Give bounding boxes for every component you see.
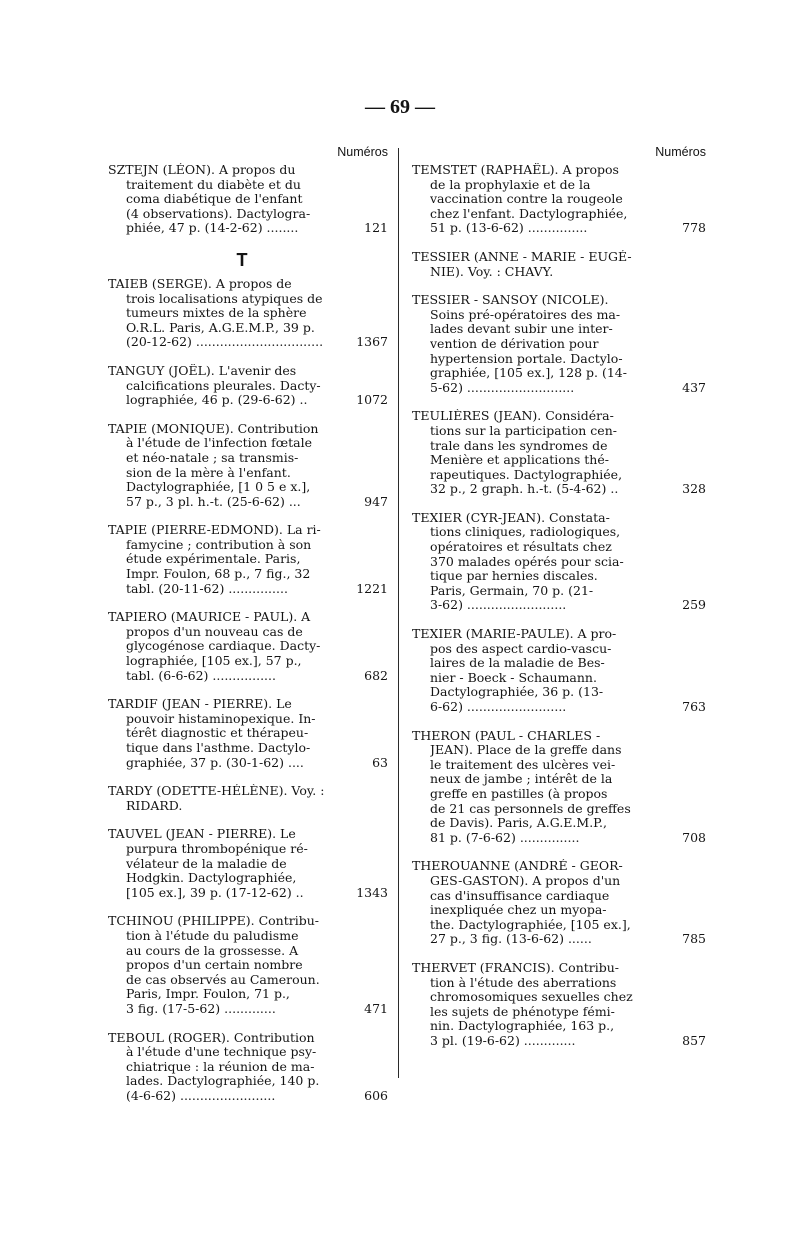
bibliography-entry [412, 293, 706, 395]
entry-text: vélateur de la maladie de [126, 856, 287, 871]
entry-number: 763 [682, 699, 706, 714]
entry-text: Hodgkin. Dactylographiée, [126, 871, 297, 886]
entry-line [412, 250, 694, 265]
entry-text: traitement du diabète et du [126, 177, 301, 192]
entry-line [108, 973, 376, 988]
entry-line [108, 654, 376, 669]
entry-text: neux de jambe ; intérêt de la [430, 772, 613, 787]
entry-text: 6-62) ......................... [430, 700, 567, 714]
entry-text: tumeurs mixtes de la sphère [126, 306, 307, 321]
entry-text: tabl. (6-6-62) ................ [126, 668, 276, 683]
entry-line [108, 178, 376, 193]
entry-line [412, 656, 694, 671]
entry-line [108, 364, 376, 379]
entry-line [108, 1045, 376, 1060]
entry-line [412, 918, 694, 933]
entry-line [108, 1074, 376, 1089]
entry-text: chiatrique : la réunion de ma- [126, 1059, 315, 1074]
entry-text: 3 fig. (17-5-62) ............. [126, 1001, 276, 1016]
entry-line [108, 493, 388, 510]
bibliography-entry [412, 510, 706, 613]
entry-number: 1343 [356, 884, 388, 900]
entry-text: pouvoir histaminopexique. In- [126, 711, 316, 726]
entry-line [412, 265, 694, 280]
bibliography-entry [108, 276, 388, 350]
entry-number: 1072 [356, 392, 388, 408]
entry-text: et néo-natale ; sa transmis- [126, 450, 299, 465]
entry-text: [105 ex.], 39 p. (17-12-62) .. [126, 885, 304, 900]
entry-line [412, 743, 694, 758]
entry-text: (4-6-62) ........................ [126, 1088, 276, 1103]
entry-text: sion de la mère à l'enfant. [126, 465, 291, 480]
entry-line [108, 392, 388, 408]
entry-text: térêt diagnostic et thérapeu- [126, 726, 309, 741]
entry-line [412, 685, 694, 700]
entry-text: TAUVEL (JEAN - PIERRE). Le [108, 827, 296, 842]
entry-text: lographiée, 46 p. (29-6-62) .. [126, 393, 308, 408]
entry-line [108, 784, 376, 799]
entry-text: 5-62) ........................... [430, 380, 575, 395]
entry-line [412, 192, 694, 207]
entry-number: 857 [682, 1032, 706, 1048]
bibliography-entry [412, 409, 706, 497]
entry-line [108, 958, 376, 973]
entry-text: Menière et applications thé- [430, 453, 609, 468]
entry-text: tion à l'étude des aberrations [430, 975, 617, 990]
entry-text: TAPIE (PIERRE-EDMOND). La ri- [108, 523, 321, 538]
entry-text: coma diabétique de l'enfant [126, 192, 303, 207]
bibliography-entry [108, 827, 388, 900]
entry-text: à l'étude de l'infection fœtale [126, 436, 313, 451]
entry-line [108, 1060, 376, 1075]
entry-line [412, 758, 694, 773]
entry-line [412, 1032, 706, 1049]
entry-line [108, 523, 376, 538]
entry-line [412, 481, 706, 497]
entry-text: TAPIERO (MAURICE - PAUL). A [108, 610, 311, 625]
entry-number: 259 [682, 597, 706, 613]
entry-text: TARDIF (JEAN - PIERRE). Le [108, 697, 292, 712]
entry-number: 778 [682, 220, 706, 236]
entry-line [108, 929, 376, 944]
entry-text: de Davis). Paris, A.G.E.M.P., [430, 816, 607, 831]
entry-text: TAIEB (SERGE). A propos de [108, 276, 292, 291]
bibliography-entry [412, 859, 706, 947]
entry-text: pos des aspect cardio-vascu- [430, 641, 612, 656]
entry-text: les sujets de phénotype fémi- [430, 1004, 615, 1019]
section-letter: T [236, 249, 248, 270]
bibliography-entry [412, 960, 706, 1049]
entry-number: 63 [372, 754, 388, 770]
entry-line [108, 1031, 376, 1046]
entry-text: phiée, 47 p. (14-2-62) ........ [126, 221, 299, 236]
bibliography-entry [412, 627, 706, 715]
entry-number: 606 [364, 1087, 388, 1103]
column-header: Numéros [337, 145, 388, 159]
entry-text: tique par hernies discales. [430, 569, 598, 584]
entry-text: de 21 cas personnels de greffes [430, 801, 631, 816]
entry-text: graphiée, [105 ex.], 128 p. (14- [430, 366, 627, 381]
left-column [108, 145, 388, 1117]
bibliography-entry [108, 163, 388, 236]
entry-line [108, 610, 376, 625]
entry-line [412, 931, 706, 947]
entry-line [412, 322, 694, 337]
entry-line [412, 874, 694, 889]
entry-text: TEBOUL (ROGER). Contribution [108, 1030, 315, 1045]
entry-line [108, 192, 376, 207]
entry-text: THERVET (FRANCIS). Contribu- [412, 960, 620, 975]
entry-number: 121 [364, 220, 388, 236]
entry-text: THERON (PAUL - CHARLES - [412, 728, 601, 743]
entry-number: 708 [682, 829, 706, 845]
entry-text: lades. Dactylographiée, 140 p. [126, 1074, 320, 1089]
entry-line [412, 352, 694, 367]
entry-text: 81 p. (7-6-62) ............... [430, 830, 580, 845]
entry-number: 1221 [356, 580, 388, 596]
entry-text: tions cliniques, radiologiques, [430, 525, 621, 540]
entry-text: THEROUANNE (ANDRÉ - GEOR- [412, 859, 623, 874]
entry-line [412, 729, 694, 744]
entry-line [108, 163, 376, 178]
entry-text: au cours de la grossesse. A [126, 943, 299, 958]
entry-text: TARDY (ODETTE-HÉLÈNE). Voy. : [108, 784, 325, 799]
entry-text: lographiée, [105 ex.], 57 p., [126, 654, 302, 669]
entry-text: tabl. (20-11-62) ............... [126, 581, 288, 596]
entry-text: de cas observés au Cameroun. [126, 972, 320, 987]
entry-line [108, 379, 376, 394]
entry-line [412, 293, 694, 308]
entry-text: TEULIÈRES (JEAN). Considéra- [412, 409, 614, 424]
entry-text: 27 p., 3 fig. (13-6-62) ...... [430, 932, 592, 947]
entry-text: trale dans les syndromes de [430, 438, 608, 453]
entry-line [108, 754, 388, 771]
entry-text: TEXIER (MARIE-PAULE). A pro- [412, 627, 617, 642]
entry-line [412, 207, 694, 222]
entry-line [412, 990, 694, 1005]
entry-line [108, 857, 376, 872]
entry-text: tion à l'étude du paludisme [126, 928, 299, 943]
entry-line [108, 207, 376, 222]
entry-line [108, 321, 376, 336]
entry-text: (20-12-62) ................................ [126, 335, 324, 350]
entry-text: 57 p., 3 pl. h.-t. (25-6-62) ... [126, 494, 301, 509]
entry-text: TCHINOU (PHILIPPE). Contribu- [108, 914, 319, 929]
right-column [412, 145, 706, 1062]
entry-line [108, 726, 376, 741]
bibliography-entry [108, 421, 388, 510]
entry-number: 328 [682, 481, 706, 497]
entry-line [108, 1000, 388, 1017]
entry-line [412, 802, 694, 817]
entry-line [412, 308, 694, 323]
entry-line [108, 292, 376, 307]
entry-line [108, 799, 376, 814]
column-header: Numéros [655, 145, 706, 159]
bibliography-entry [412, 163, 706, 236]
entry-text: inexpliquée chez un myopa- [430, 903, 607, 918]
entry-line [412, 961, 694, 976]
entry-line [412, 178, 694, 193]
entry-text: nin. Dactylographiée, 163 p., [430, 1019, 615, 1034]
entry-text: nier - Boeck - Schaumann. [430, 670, 597, 685]
entry-line [412, 1019, 694, 1034]
entry-number: 947 [364, 493, 388, 509]
bibliography-entry [108, 1030, 388, 1104]
entry-line [412, 366, 694, 381]
entry-line [412, 439, 694, 454]
entry-line [108, 451, 376, 466]
entry-text: à l'étude d'une technique psy- [126, 1045, 317, 1060]
entry-text: TEMSTET (RAPHAËL). A propos [412, 163, 619, 177]
entry-line [412, 627, 694, 642]
entry-text: TANGUY (JOËL). L'avenir des [108, 363, 297, 378]
entry-text: SZTEJN (LÉON). A propos du [108, 163, 296, 177]
entry-text: le traitement des ulcères vei- [430, 757, 616, 772]
page-number: — 69 — [365, 96, 435, 118]
entry-line [108, 220, 388, 236]
entry-line [412, 453, 694, 468]
bibliography-entry [412, 250, 694, 279]
bibliography-entry [108, 363, 388, 408]
entry-line [412, 379, 706, 396]
entry-text: vaccination contre la rougeole [430, 192, 623, 207]
entry-line [412, 889, 694, 904]
entry-text: propos d'un certain nombre [126, 958, 303, 973]
entry-text: vention de dérivation pour [430, 336, 599, 351]
bibliography-entry [108, 697, 388, 770]
entry-line [412, 569, 694, 584]
entry-text: 3-62) ......................... [430, 598, 567, 613]
entry-number: 785 [682, 931, 706, 947]
entry-line [108, 987, 376, 1002]
entry-number: 437 [682, 379, 706, 395]
entry-line [108, 697, 376, 712]
bibliography-entry [108, 914, 388, 1016]
entry-line [108, 580, 388, 597]
entry-line [412, 337, 694, 352]
entry-line [108, 667, 388, 684]
entry-text: 32 p., 2 graph. h.-t. (5-4-62) .. [430, 482, 619, 497]
entry-line [412, 511, 694, 526]
entry-line [412, 1005, 694, 1020]
entry-text: 370 malades opérés pour scia- [430, 554, 624, 569]
entry-line [412, 424, 694, 439]
entry-line [108, 827, 376, 842]
entry-line [412, 903, 694, 918]
entry-line [108, 466, 376, 481]
entry-text: Dactylographiée, [1 0 5 e x.], [126, 480, 311, 495]
entry-text: (4 observations). Dactylogra- [126, 206, 311, 221]
entry-text: laires de la maladie de Bes- [430, 656, 605, 671]
entry-text: calcifications pleurales. Dacty- [126, 378, 321, 393]
entry-text: O.R.L. Paris, A.G.E.M.P., 39 p. [126, 320, 315, 335]
entry-text: étude expérimentale. Paris, [126, 552, 301, 567]
entry-text: glycogénose cardiaque. Dacty- [126, 639, 321, 654]
entry-text: tique dans l'asthme. Dactylo- [126, 741, 311, 755]
entry-line [412, 671, 694, 686]
entry-text: Soins pré-opératoires des ma- [430, 307, 621, 322]
entry-line [108, 914, 376, 929]
entry-text: hypertension portale. Dactylo- [430, 351, 623, 366]
entry-line [108, 639, 376, 654]
entry-line [412, 597, 706, 613]
entry-line [108, 277, 376, 292]
entry-text: Paris, Impr. Foulon, 71 p., [126, 987, 290, 1002]
entry-text: rapeutiques. Dactylographiée, [430, 467, 623, 482]
entry-line [108, 422, 376, 437]
entry-text: GES-GASTON). A propos d'un [430, 873, 621, 888]
entry-text: propos d'un nouveau cas de [126, 624, 303, 639]
entry-line [412, 772, 694, 787]
entry-line [108, 480, 376, 495]
entry-line [108, 625, 376, 640]
entry-text: NIE). Voy. : CHAVY. [430, 264, 554, 279]
entry-text: famycine ; contribution à son [126, 537, 312, 552]
entry-line [412, 976, 694, 991]
entry-line [108, 842, 376, 857]
entry-text: tions sur la participation cen- [430, 423, 617, 438]
entry-text: TAPIE (MONIQUE). Contribution [108, 421, 319, 436]
entry-line [108, 741, 376, 756]
entry-text: TEXIER (CYR-JEAN). Constata- [412, 510, 610, 525]
entry-line [412, 163, 694, 178]
bibliography-entry [108, 523, 388, 596]
entry-text: TESSIER - SANSOY (NICOLE). [412, 293, 609, 308]
entry-text: Impr. Foulon, 68 p., 7 fig., 32 [126, 567, 311, 582]
entry-line [412, 816, 694, 831]
entry-line [108, 944, 376, 959]
entry-text: JEAN). Place de la greffe dans [430, 743, 622, 758]
entry-line [108, 884, 388, 901]
entry-text: Paris, Germain, 70 p. (21- [430, 583, 594, 598]
entry-text: TESSIER (ANNE - MARIE - EUGÉ- [412, 249, 632, 264]
entry-text: trois localisations atypiques de [126, 291, 323, 306]
entry-line [108, 1087, 388, 1104]
entry-text: lades devant subir une inter- [430, 322, 613, 337]
entry-line [108, 871, 376, 886]
entry-line [108, 712, 376, 727]
entry-line [412, 409, 694, 424]
entry-text: Dactylographiée, 36 p. (13- [430, 685, 604, 700]
entry-line [412, 859, 694, 874]
entry-line [108, 552, 376, 567]
entry-line [412, 468, 694, 483]
entry-line [108, 567, 376, 582]
entry-line [412, 642, 694, 657]
entry-line [412, 699, 706, 715]
bibliography-entry [108, 610, 388, 683]
bibliography-entry [412, 728, 706, 846]
entry-number: 471 [364, 1000, 388, 1016]
entry-text: graphiée, 37 p. (30-1-62) .... [126, 755, 304, 770]
entry-text: 51 p. (13-6-62) ............... [430, 221, 588, 236]
entry-text: greffe en pastilles (à propos [430, 786, 608, 801]
entry-text: chez l'enfant. Dactylographiée, [430, 206, 628, 221]
entry-line [108, 436, 376, 451]
entry-line [108, 538, 376, 553]
entry-line [412, 829, 706, 846]
entry-line [108, 306, 376, 321]
entry-line [108, 334, 388, 350]
entry-line [412, 584, 694, 599]
entry-text: opératoires et résultats chez [430, 540, 612, 555]
entry-line [412, 540, 694, 555]
entry-text: 3 pl. (19-6-62) ............. [430, 1033, 576, 1048]
entry-number: 682 [364, 667, 388, 683]
entry-line [412, 555, 694, 570]
entry-text: cas d'insuffisance cardiaque [430, 888, 610, 903]
entry-line [412, 787, 694, 802]
entry-number: 1367 [356, 334, 388, 350]
entry-line [412, 220, 706, 236]
entry-text: the. Dactylographiée, [105 ex.], [430, 917, 631, 932]
entry-text: purpura thrombopénique ré- [126, 841, 308, 856]
entry-text: RIDARD. [126, 798, 183, 813]
entry-line [412, 525, 694, 540]
entry-text: chromosomiques sexuelles chez [430, 990, 633, 1005]
column-divider [398, 148, 399, 1078]
bibliography-entry [108, 784, 376, 813]
entry-text: de la prophylaxie et de la [430, 177, 591, 192]
